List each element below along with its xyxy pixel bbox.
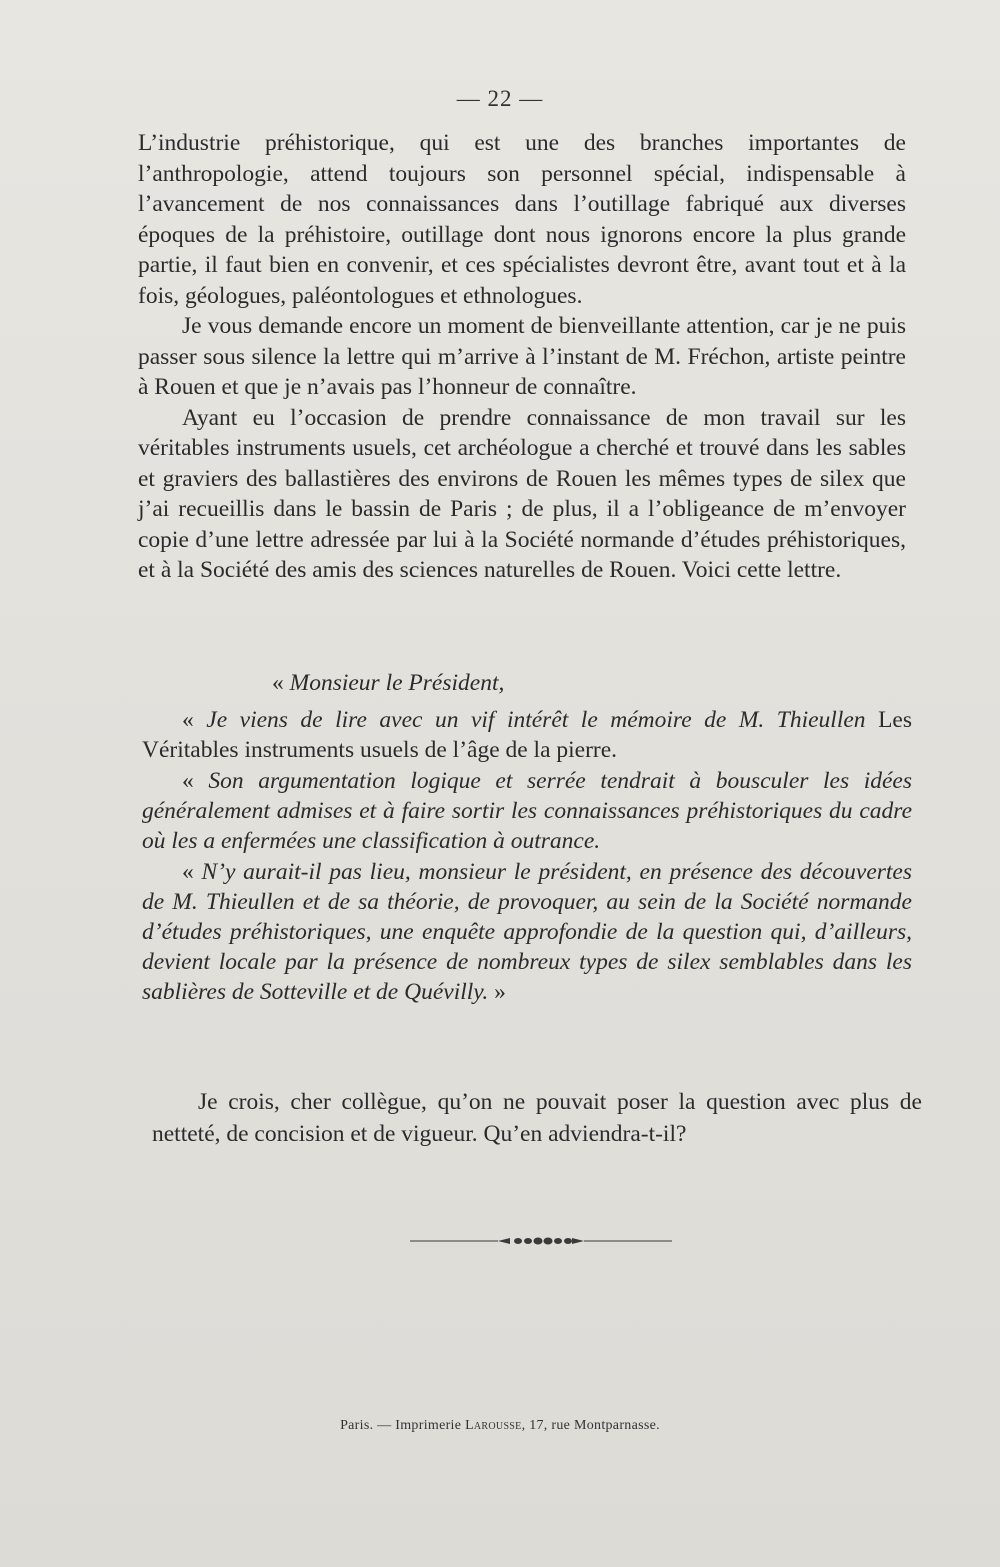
- salutation-text: Monsieur le Président,: [289, 670, 505, 696]
- letter-salutation: [272, 668, 504, 698]
- main-text: [138, 128, 906, 586]
- letter-p2-quote: «: [182, 768, 209, 794]
- imprint-printer: Larousse: [465, 1418, 522, 1433]
- letter-p1-quote: «: [182, 707, 207, 733]
- ornament-divider: [410, 1234, 672, 1248]
- page-number: — 22 —: [456, 86, 544, 111]
- letter-paragraph-3: [142, 857, 912, 1007]
- letter-p1-title: Les Véritables instruments usuels de l’âge de la pierre.: [142, 707, 913, 763]
- letter-p3-quote: «: [182, 859, 202, 885]
- imprint-address: , 17, rue Montparnasse.: [521, 1418, 660, 1433]
- letter-paragraph-2: [142, 766, 912, 856]
- letter-p1-italic: Je viens de lire avec un vif intérêt le mémoire de M. Thieullen: [206, 707, 866, 733]
- paragraph-occasion: Ayant eu l’occasion de prendre connaissance de mon travail sur les véritables instruments usuels, cet archéologue a cherché et trouvé dans les sables et graviers des ballastières des environs de Rouen les mêmes types de silex que j’ai recueillis dans le bassin de Paris ; de plus, il a l’obligeance de m’envoyer copie d’une lettre adressée par lui à la Société normande d’études préhistoriques, et à la Société des amis des sciences naturelles de Rouen. Voici cette lettre.: [138, 404, 906, 583]
- printer-imprint: [0, 1418, 1000, 1434]
- quoted-letter: [142, 705, 912, 1007]
- letter-p3-italic: N’y aurait-il pas lieu, monsieur le président, en présence des découvertes de M. Thieullen et de sa théorie, de provoquer, au sein de la Société normande d’études préhistoriques, une enquête approfondie de la question qui, d’ailleurs, devient locale par la présence de nombreux types de silex semblables dans les sablières de Sotteville et de Quévilly.: [142, 859, 913, 1005]
- letter-p2-italic: Son argumentation logique et serrée tendrait à bousculer les idées généralement admises et à faire sortir les connaissances préhistoriques du cadre où les a enfermées une classification à outrance.: [142, 768, 912, 854]
- paragraph-attention: Je vous demande encore un moment de bienveillante attention, car je ne puis passer sous silence la lettre qui m’arrive à l’instant de M. Fréchon, artiste peintre à Rouen et que je n’avais pas l’honneur de connaître.: [138, 313, 906, 400]
- letter-p3-close: »: [488, 979, 506, 1005]
- paragraph-industrie: L’industrie préhistorique, qui est une des branches importantes de l’anthropologie, attend toujours son personnel spécial, indispensable à l’avancement de nos connaissances dans l’outillage fabriqué aux diverses époques de la préhistoire, outillage dont nous ignorons encore la plus grande partie, il faut bien en convenir, et ces spécialistes devront être, avant tout et à la fois, géologues, paléontologues et ethnologues.: [138, 130, 906, 309]
- salutation-quote: «: [272, 670, 290, 696]
- imprint-prefix: Paris. — Imprimerie: [340, 1418, 466, 1433]
- closing-paragraph: Je crois, cher collègue, qu’on ne pouvait poser la question avec plus de netteté, de concision et de vigueur. Qu’en adviendra-t-il?: [152, 1088, 922, 1147]
- letter-paragraph-1: [142, 705, 912, 765]
